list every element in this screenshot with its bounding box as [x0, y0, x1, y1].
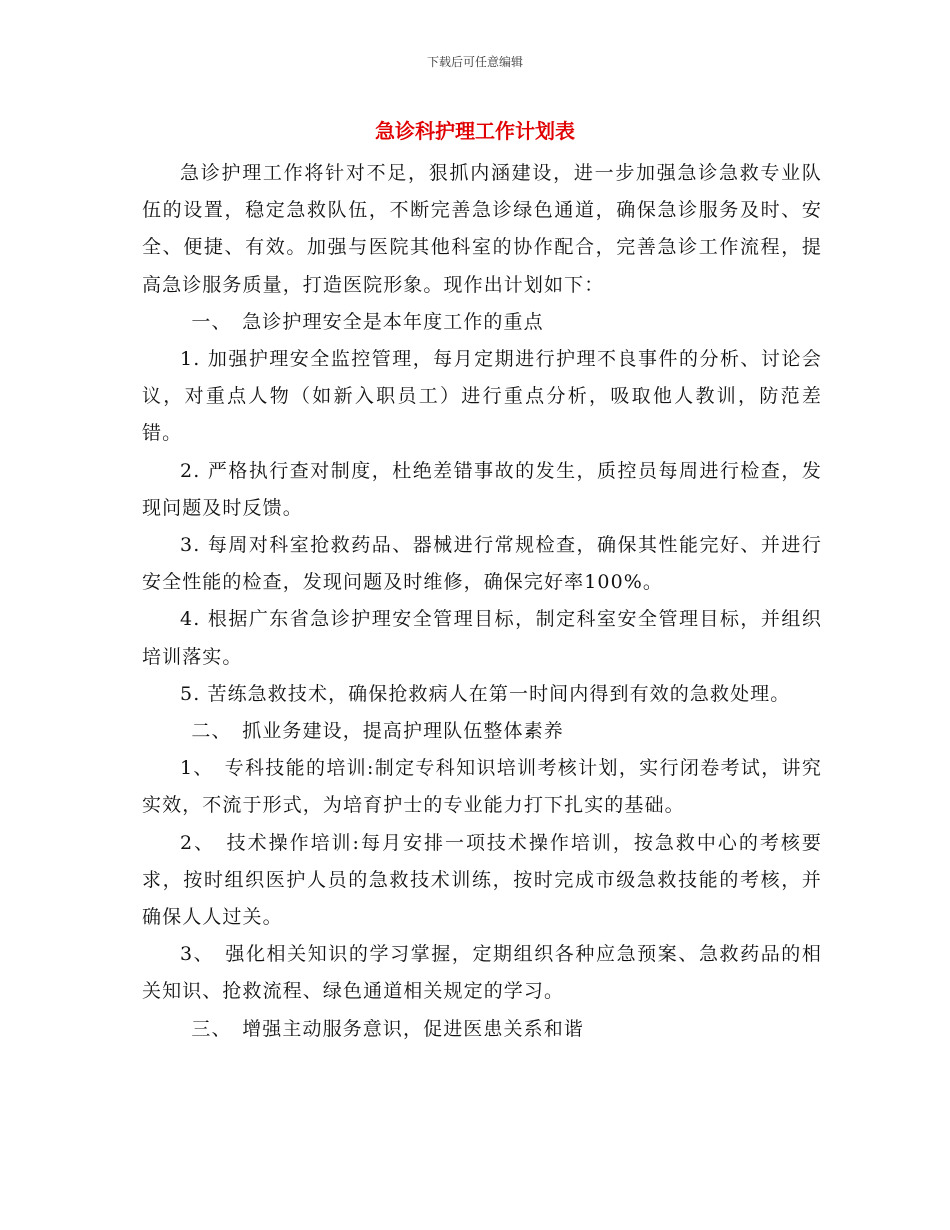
intro-paragraph: 急诊护理工作将针对不足，狠抓内涵建设，进一步加强急诊急救专业队伍的设置，稳定急救队伍，不断完善急诊绿色通道，确保急诊服务及时、安全、便捷、有效。加强与医院其他科室的协作配合，完善急诊工作流程，提高急诊服务质量，打造医院形象。现作出计划如下：	[142, 162, 822, 296]
section-heading-1: 一、 急诊护理安全是本年度工作的重点	[191, 310, 544, 333]
list-item: 4. 根据广东省急诊护理安全管理目标，制定科室安全管理目标，并组织培训落实。	[142, 608, 822, 668]
section-heading-3: 三、 增强主动服务意识，促进医患关系和谐	[191, 1017, 584, 1040]
list-item: 5. 苦练急救技术，确保抢救病人在第一时间内得到有效的急救处理。	[180, 682, 791, 705]
list-item: 1、 专科技能的培训:制定专科知识培训考核计划，实行闭卷考试，讲究实效，不流于形式，为培育护士的专业能力打下扎实的基础。	[142, 757, 822, 817]
list-item: 3. 每周对科室抢救药品、器械进行常规检查，确保其性能完好、并进行安全性能的检查，发现问题及时维修，确保完好率100%。	[142, 534, 822, 594]
list-item: 3、 强化相关知识的学习掌握，定期组织各种应急预案、急救药品的相关知识、抢救流程、绿色通道相关规定的学习。	[142, 943, 822, 1003]
document-title: 急诊科护理工作计划表	[375, 119, 575, 143]
list-item: 2. 严格执行查对制度，杜绝差错事故的发生，质控员每周进行检查，发现问题及时反馈。	[142, 459, 822, 519]
list-item: 2、 技术操作培训:每月安排一项技术操作培训，按急救中心的考核要求，按时组织医护人员的急救技术训练，按时完成市级急救技能的考核，并确保人人过关。	[142, 831, 822, 929]
header-note: 下载后可任意编辑	[426, 55, 523, 69]
section-heading-2: 二、 抓业务建设，提高护理队伍整体素养	[191, 720, 564, 743]
list-item: 1. 加强护理安全监控管理，每月定期进行护理不良事件的分析、讨论会议，对重点人物（如新入职员工）进行重点分析，吸取他人教训，防范差错。	[142, 348, 822, 445]
document-body	[142, 155, 822, 1048]
